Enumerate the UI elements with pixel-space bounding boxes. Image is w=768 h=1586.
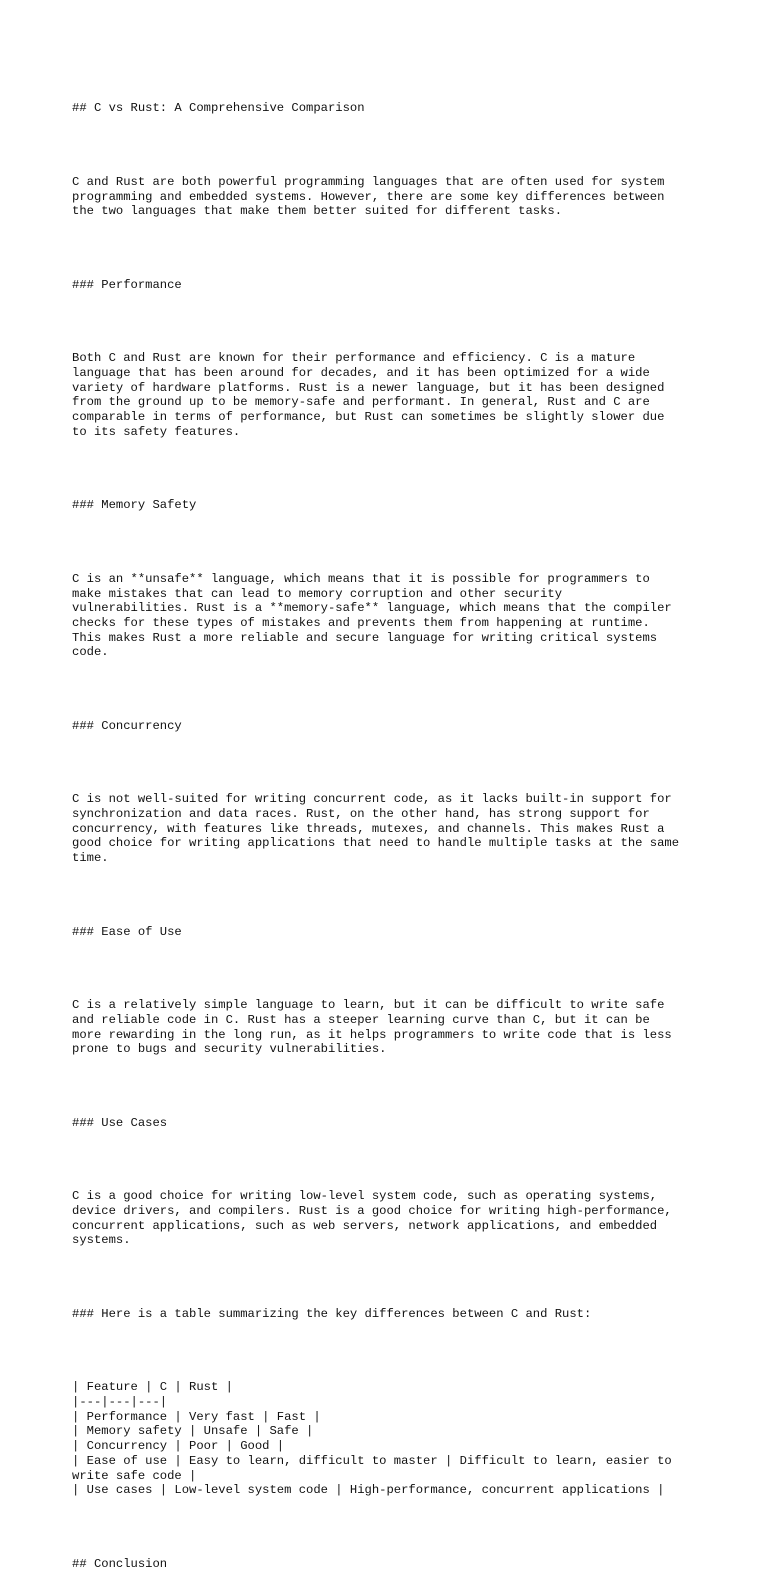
text-line: from the ground up to be memory-safe and performant. In general, Rust and C are	[72, 395, 650, 410]
text-line: C is a good choice for writing low-level system code, such as operating systems,	[72, 1189, 658, 1204]
text-line: and reliable code in C. Rust has a steeper learning curve than C, but it can be	[72, 1012, 650, 1027]
table-line: | Memory safety | Unsafe | Safe |	[72, 1424, 314, 1439]
text-line: concurrency, with features like threads, mutexes, and channels. This makes Rust a	[72, 821, 665, 836]
document-body	[72, 72, 712, 1586]
text-line: ### Use Cases	[72, 1115, 168, 1130]
memory-safety-paragraph	[72, 572, 712, 660]
table-line: | Feature | C | Rust |	[72, 1380, 233, 1395]
markdown-table	[72, 1380, 712, 1498]
text-line: concurrent applications, such as web servers, network applications, and embedded	[72, 1218, 658, 1233]
text-line: This makes Rust a more reliable and secure language for writing critical systems	[72, 630, 658, 645]
text-line: prone to bugs and security vulnerabilities.	[72, 1042, 387, 1057]
section-heading-summary-table	[72, 1307, 712, 1322]
text-line: comparable in terms of performance, but Rust can sometimes be slightly slower due	[72, 410, 665, 425]
text-line: synchronization and data races. Rust, on the other hand, has strong support for	[72, 807, 650, 822]
text-line: make mistakes that can lead to memory corruption and other security	[72, 586, 563, 601]
text-line: vulnerabilities. Rust is a **memory-safe** language, which means that the compiler	[72, 601, 672, 616]
text-line: C is not well-suited for writing concurrent code, as it lacks built-in support for	[72, 792, 672, 807]
section-heading-memory-safety	[72, 498, 712, 513]
text-line: ## C vs Rust: A Comprehensive Comparison	[72, 101, 365, 116]
text-line: more rewarding in the long run, as it helps programmers to write code that is less	[72, 1027, 672, 1042]
table-line: |---|---|---|	[72, 1395, 168, 1410]
text-line: code.	[72, 645, 109, 660]
text-line: C and Rust are both powerful programming languages that are often used for system	[72, 174, 665, 189]
table-line: | Use cases | Low-level system code | High-performance, concurrent applications |	[72, 1483, 665, 1498]
text-line: Both C and Rust are known for their performance and efficiency. C is a mature	[72, 351, 636, 366]
text-line: ### Performance	[72, 277, 182, 292]
text-line: programming and embedded systems. However, there are some key differences between	[72, 189, 665, 204]
text-line: C is an **unsafe** language, which means that it is possible for programmers to	[72, 571, 650, 586]
intro-paragraph	[72, 175, 712, 219]
text-line: to its safety features.	[72, 424, 241, 439]
section-heading-conclusion	[72, 1557, 712, 1572]
table-line: write safe code |	[72, 1468, 197, 1483]
text-line: ### Memory Safety	[72, 498, 197, 513]
concurrency-paragraph	[72, 792, 712, 866]
table-line: | Concurrency | Poor | Good |	[72, 1439, 285, 1454]
table-line: | Performance | Very fast | Fast |	[72, 1409, 321, 1424]
text-line: the two languages that make them better suited for different tasks.	[72, 204, 563, 219]
section-heading-ease-of-use	[72, 925, 712, 940]
ease-of-use-paragraph	[72, 998, 712, 1057]
text-line: ## Conclusion	[72, 1556, 168, 1571]
text-line: checks for these types of mistakes and prevents them from happening at runtime.	[72, 615, 650, 630]
text-line: variety of hardware platforms. Rust is a newer language, but it has been designed	[72, 380, 665, 395]
section-heading-performance	[72, 278, 712, 293]
text-line: language that has been around for decades, and it has been optimized for a wide	[72, 366, 650, 381]
text-line: systems.	[72, 1233, 131, 1248]
performance-paragraph	[72, 351, 712, 439]
text-line: good choice for writing applications that need to handle multiple tasks at the same	[72, 836, 680, 851]
section-heading-concurrency	[72, 719, 712, 734]
text-line: C is a relatively simple language to learn, but it can be difficult to write safe	[72, 998, 665, 1013]
section-heading-use-cases	[72, 1116, 712, 1131]
use-cases-paragraph	[72, 1189, 712, 1248]
text-line: time.	[72, 851, 109, 866]
text-line: device drivers, and compilers. Rust is a good choice for writing high-performance,	[72, 1203, 672, 1218]
text-line: ### Concurrency	[72, 718, 182, 733]
text-line: ### Ease of Use	[72, 924, 182, 939]
doc-title	[72, 101, 712, 116]
table-line: | Ease of use | Easy to learn, difficult to master | Difficult to learn, easier to	[72, 1453, 672, 1468]
text-line: ### Here is a table summarizing the key differences between C and Rust:	[72, 1306, 592, 1321]
